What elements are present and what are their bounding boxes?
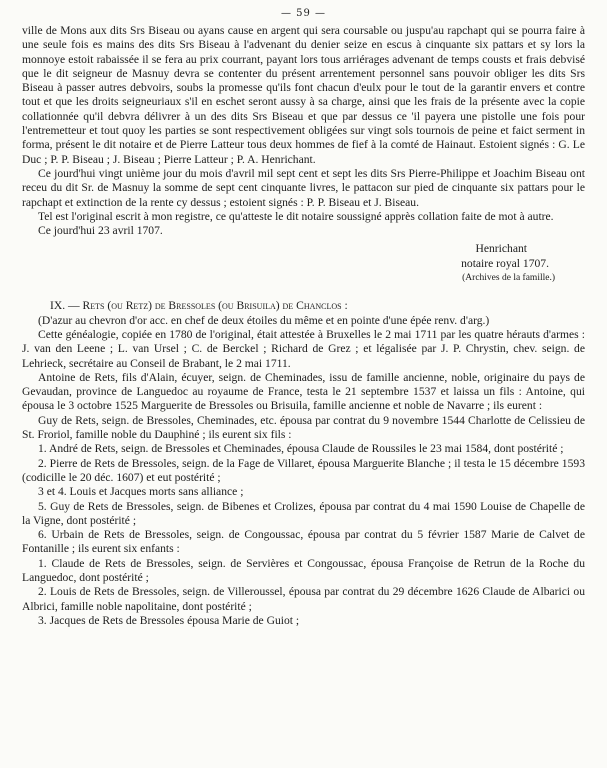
paragraph-guy: Guy de Rets, seign. de Bressoles, Cheminades, etc. épousa par contrat du 9 novembre 1544 Charlotte de Celissieu de St. Froriol, famille noble du Dauphiné ; ils eurent six fils :	[22, 413, 585, 442]
paragraph-antoine: Antoine de Rets, fils d'Alain, écuyer, seign. de Cheminades, issu de famille ancienne, noble, originaire du pays de Gevaudan, province de Languedoc au royaume de France, testa le 21 septembre 1537 et laissa un fils : Antoine, qui épousa le 3 octobre 1525 Marguerite de Bressoles ou Brisuila, famille ancienne et noble de Navarre ; ils eurent :	[22, 370, 585, 413]
grandchild-entry: 3. Jacques de Rets de Bressoles épousa Marie de Guiot ;	[38, 613, 300, 627]
document-body	[22, 24, 585, 628]
paragraph-deed-continuation: ville de Mons aux dits Srs Biseau ou ayans cause en argent qui sera coursable ou juspu'au rapchapt qui se pourra faire à une seule fois es mains des dits Srs Biseau à l'advenant du denier seize en escus à cinquante six pattars et sy lors la monnoye estoit rabaissée il se fera au prix courrant, payant lors tous arriérages advenant de temps cousts et frais debvisé que le dit seigneur de Masnuy devra se contenter du présent arrentement personnel sans pouvoir obliger les dits Srs Biseau à passer autres debvoirs, soubs la promesse qu'ils font chacun d'eulx pour le tout de la garantir envers et contre tout et que les droits seigneuriaux s'il en eschet seront aussy à sa charge, ainsi que les frais de la présente avec la copie collationnée qu'il debvra délivrer à un des dits Srs Biseau et que par dessus ce 'il payera une pistolle une fois pour l'entremetteur et tout quoy les parties se sont respectivement obligées sur vingt sols tournois de peine et faict serment in forma, présent le dit notaire et de Pierre Latteur tous deux hommes de fief à la comté de Hainaut. Estoient signés : G. Le Duc ; P. P. Biseau ; J. Biseau ; Pierre Latteur ; P. A. Henrichant.	[22, 24, 585, 166]
grandchild-entry: 1. Claude de Rets de Bressoles, seign. de Servières et Congoussac, épousa Françoise de Retrun de la Roche du Languedoc, dont postérité ;	[22, 556, 585, 584]
section-heading	[22, 299, 585, 313]
coat-of-arms: (D'azur au chevron d'or acc. en chef de deux étoiles du même et en pointe d'une épée renv. d'arg.)	[38, 313, 490, 327]
paragraph-attestation: Tel est l'original escrit à mon registre, ce qu'atteste le dit notaire soussigné apprès collation faite de mot à autre.	[38, 209, 554, 223]
section-title: Rets (ou Retz) de Bressoles (ou Brisuila) de Chanclos	[82, 299, 342, 313]
signature-title: notaire royal 1707.	[461, 256, 549, 270]
grandchild-entry: 2. Louis de Rets de Bressoles, seign. de Villeroussel, épousa par contrat du 29 décembre 1626 Claude de Albarici ou Albrici, famille noble napolitaine, dont postérité ;	[22, 585, 585, 613]
page-number: — 59 —	[280, 8, 327, 19]
signature-block	[22, 242, 585, 285]
child-entry: 1. André de Rets, seign. de Bressoles et Cheminades, épousa Claude de Roussiles le 23 mai 1584, dont postérité ;	[38, 442, 564, 456]
child-entry: 5. Guy de Rets de Bressoles, seign. de Bibenes et Crolizes, épousa par contrat du 4 mai 1590 Louise de Chapelle de la Vigne, dont postérité ;	[22, 499, 585, 527]
section-number: IX. —	[50, 299, 80, 313]
child-entry: 3 et 4. Louis et Jacques morts sans alliance ;	[38, 485, 244, 499]
signature-name: Henrichant	[475, 242, 527, 256]
paragraph-repayment: Ce jourd'hui vingt unième jour du mois d'avril mil sept cent et sept les dits Srs Pierre-Philippe et Joachim Biseau ont receu du dit Sr. de Masnuy la somme de sept cent cinquante livres, le pattacon sur pied de cinquante six pattars pour le rapchapt et extinction de la rente cy dessus ; estoient signés : P. P. Biseau et J. Biseau.	[22, 166, 585, 209]
paragraph-date: Ce jourd'hui 23 avril 1707.	[38, 224, 163, 238]
section-title-colon: :	[341, 299, 348, 313]
genealogy-note: Cette généalogie, copiée en 1780 de l'original, était attestée à Bruxelles le 2 mai 1711 par les quatre hérauts d'armes : J. van den Leene ; L. van Ursel ; C. de Berckel ; Richard de Grez ; et légalisée par J. P. Chrystin, chev. seign. de Lehrieck, secrétaire au Conseil de Brabant, le 2 mai 1711.	[22, 327, 585, 370]
archive-source: (Archives de la famille.)	[462, 273, 555, 284]
child-entry: 2. Pierre de Rets de Bressoles, seign. de la Fage de Villaret, épousa Marguerite Blanche ; il testa le 15 décembre 1593 (codicille le 20 déc. 1607) et eut postérité ;	[22, 456, 585, 484]
child-entry: 6. Urbain de Rets de Bressoles, seign. de Congoussac, épousa par contrat du 5 février 1587 Marie de Calvet de Fontanille ; ils eurent six enfants :	[22, 528, 585, 556]
